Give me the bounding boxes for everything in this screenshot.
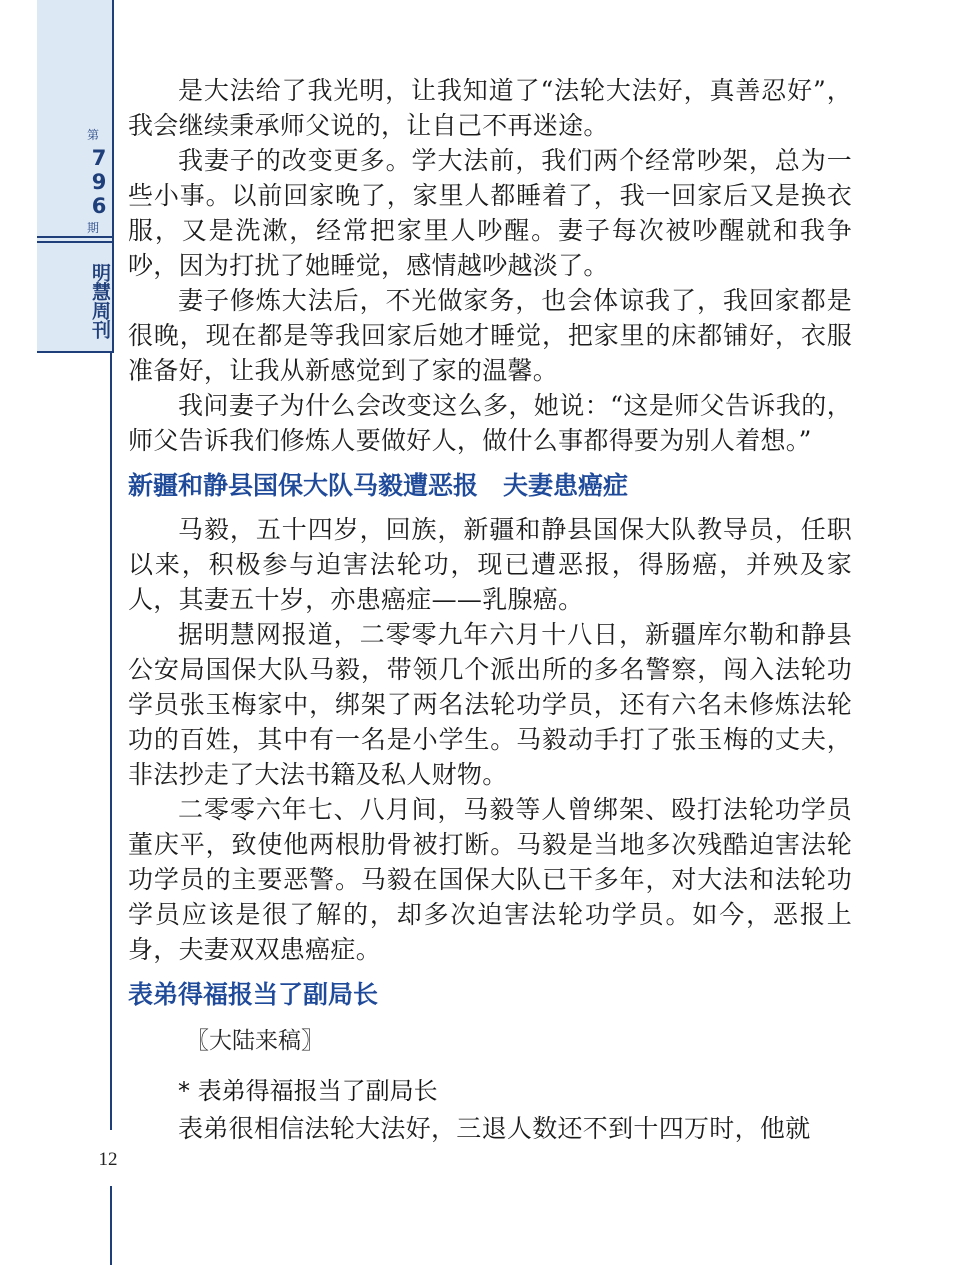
sidebar-divider-top: [37, 236, 112, 238]
paragraph: 我妻子的改变更多。学大法前，我们两个经常吵架，总为一些小事。以前回家晚了，家里人都睡着了，我一回家后又是换衣服，又是洗漱，经常把家里人吵醒。妻子每次被吵醒就和我争吵，因为打扰了她睡觉，感情越吵越淡了。: [128, 146, 852, 280]
paragraph: 马毅，五十四岁，回族，新疆和静县国保大队教导员，任职以来，积极参与迫害法轮功，现已遭恶报，得肠癌，并殃及家人，其妻五十岁，亦患癌症——乳腺癌。: [128, 515, 852, 614]
issue-suffix: 期: [86, 221, 99, 235]
section-heading: 表弟得福报当了副局长: [128, 980, 379, 1009]
magazine-name: 明慧周刊: [89, 263, 111, 339]
sidebar-divider-bottom: [37, 241, 112, 243]
paragraph: 我问妻子为什么会改变这么多，她说：“这是师父告诉我的，师父告诉我们修炼人要做好人，做什么事都得要为别人着想。”: [128, 391, 852, 455]
paragraph: 妻子修炼大法后，不光做家务，也会体谅我了，我回家都是很晚，现在都是等我回家后她才睡觉，把家里的床都铺好，衣服准备好，让我从新感觉到了家的温馨。: [128, 286, 852, 385]
paragraph: 二零零六年七、八月间，马毅等人曾绑架、殴打法轮功学员董庆平，致使他两根肋骨被打断。马毅是当地多次残酷迫害法轮功学员的主要恶警。马毅在国保大队已干多年，对大法和法轮功学员应该是很了解的，却多次迫害法轮功学员。如今，恶报上身，夫妻双双患癌症。: [128, 795, 852, 964]
article-content: [128, 73, 852, 1146]
sidebar-bottom-rule: [37, 351, 114, 353]
section-heading: 新疆和静县国保大队马毅遭恶报 夫妻患癌症: [128, 471, 629, 500]
paragraph: 表弟很相信法轮大法好，三退人数还不到十四万时，他就: [178, 1114, 811, 1143]
paragraph: 据明慧网报道，二零零九年六月十八日，新疆库尔勒和静县公安局国保大队马毅，带领几个派出所的多名警察，闯入法轮功学员张玉梅家中，绑架了两名法轮功学员，还有六名未修炼法轮功的百姓，其中有一名是小学生。马毅动手打了张玉梅的丈夫，非法抄走了大法书籍及私人财物。: [128, 620, 852, 789]
source-note: 〖大陆来稿〗: [186, 1028, 324, 1054]
paragraph: 是大法给了我光明，让我知道了“法轮大法好，真善忍好”，我会继续秉承师父说的，让自己不再迷途。: [128, 76, 852, 140]
spine-rule-lower: [110, 1186, 112, 1265]
issue-prefix: 第: [86, 128, 99, 142]
sub-heading: * 表弟得福报当了副局长: [178, 1077, 438, 1105]
spine-rule-upper: [110, 352, 112, 1130]
issue-number: 796: [87, 146, 111, 218]
page-number: 12: [98, 1149, 118, 1170]
